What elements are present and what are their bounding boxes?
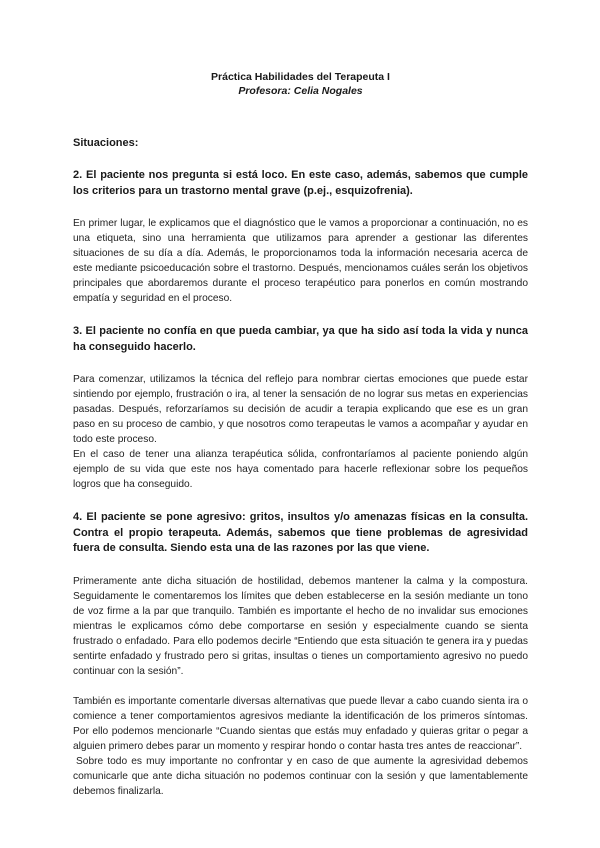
section-answer [73,216,528,306]
section-4 [73,510,528,799]
answer-paragraph: Primeramente ante dicha situación de hostilidad, debemos mantener la calma y la compostura. Seguidamente le comentaremos los límites que deben establecerse en la sesión mediante un tono de voz firme a la par que tranquilo. También es importante el hecho de no invalidar sus emociones mientras le explicamos cómo debe comportarse en sesión y especialmente cuando se sienta frustrado o enfadado. Para ello podemos decirle “Entiendo que esta situación te genera ira y puedas sentirte enfadado y frustrado pero si gritas, insultas o tienes un comportamiento agresivo no puedo continuar con la sesión”. [73,575,528,677]
section-answer [73,574,528,799]
section-3 [73,324,528,492]
answer-paragraph: En primer lugar, le explicamos que el diagnóstico que le vamos a proporcionar a continuación, no es una etiqueta, sino una herramienta que utilizamos para aprender a gestionar las diferentes situaciones de su día a día. Además, le proporcionamos toda la información necesaria acerca de este mediante psicoeducación sobre el trastorno. Después, mencionamos cuáles serán los objetivos principales que abordaremos durante el proceso terapéutico para ponerlos en común mostrando empatía y seguridad en el proceso. [73,218,528,304]
answer-paragraph: Sobre todo es muy importante no confrontar y en caso de que aumente la agresividad debemos comunicarle que ante dicha situación no podemos continuar con la sesión y que lamentablemente debemos finalizarla. [73,755,528,797]
document-header [73,70,528,98]
answer-paragraph: También es importante comentarle diversas alternativas que puede llevar a cabo cuando sienta ira o comience a tener comportamientos agresivos mediante la identificación de los primeros síntomas. Por ello podemos mencionarle “Cuando sientas que estás muy enfadado y quieras gritar o pegar a alguien primero debes parar un momento y respirar hondo o contar hasta tres antes de reaccionar”. [73,695,528,752]
document-subtitle: Profesora: Celia Nogales [238,85,363,97]
section-question: 4. El paciente se pone agresivo: gritos, insultos y/o amenazas físicas en la consulta. Contra el propio terapeuta. Además, sabemos que tiene problemas de agresividad fuera de consulta. Siendo esta una de las razones por las que viene. [73,511,528,554]
answer-paragraph: Para comenzar, utilizamos la técnica del reflejo para nombrar ciertas emociones que puede estar sintiendo por ejemplo, frustración o ira, al tener la sensación de no lograr sus metas en experiencias pasadas. Después, reforzaríamos su decisión de acudir a terapia explicando que ese es un gran paso en su proceso de cambio, y que nosotros como terapeutas le vamos a acompañar y ayudar en todo este proceso. [73,374,528,445]
answer-paragraph: En el caso de tener una alianza terapéutica sólida, confrontaríamos al paciente poniendo algún ejemplo de su vida que este nos haya comentado para hacerle reflexionar sobre los pequeños logros que ha conseguido. [73,449,528,490]
section-question: 2. El paciente nos pregunta si está loco. En este caso, además, sabemos que cumple los criterios para un trastorno mental grave (p.ej., esquizofrenia). [73,169,528,197]
section-answer [73,372,528,492]
section-2 [73,168,528,306]
situaciones-heading: Situaciones: [73,137,139,149]
document-title: Práctica Habilidades del Terapeuta I [211,71,390,83]
section-question: 3. El paciente no confía en que pueda cambiar, ya que ha sido así toda la vida y nunca ha conseguido hacerlo. [73,325,528,353]
document-page [73,70,528,799]
